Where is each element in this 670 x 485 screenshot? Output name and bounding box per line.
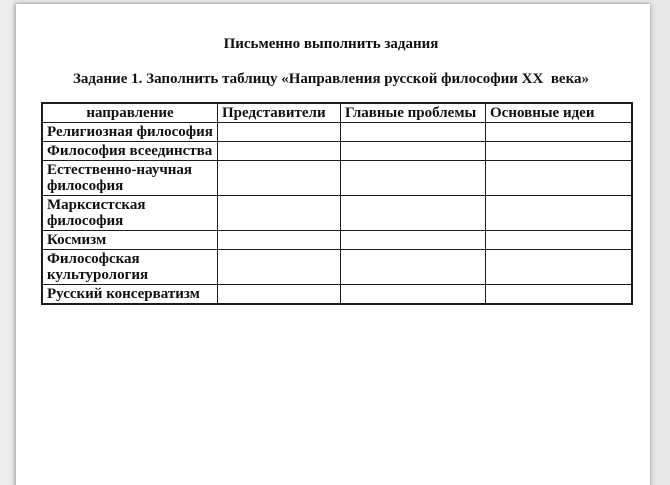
answer-cell[interactable] <box>486 142 632 161</box>
table-row <box>42 285 632 305</box>
answer-cell[interactable] <box>218 285 341 305</box>
answer-cell[interactable] <box>218 231 341 250</box>
document-content <box>16 4 650 305</box>
answer-cell[interactable] <box>341 161 486 196</box>
answer-cell[interactable] <box>486 123 632 142</box>
answer-cell[interactable] <box>341 231 486 250</box>
table-body <box>42 123 632 305</box>
answer-cell[interactable] <box>486 231 632 250</box>
answer-cell[interactable] <box>486 250 632 285</box>
task-heading: Задание 1. Заполнить таблицу «Направления русской философии XX века» <box>72 71 589 87</box>
answer-cell[interactable] <box>218 123 341 142</box>
answer-cell[interactable] <box>218 161 341 196</box>
answer-cell[interactable] <box>486 161 632 196</box>
answer-cell[interactable] <box>341 123 486 142</box>
answer-cell[interactable] <box>341 196 486 231</box>
document-title: Письменно выполнить задания <box>223 36 439 52</box>
column-header-direction: направление <box>42 103 218 123</box>
row-label-cosmism: Космизм <box>42 231 218 250</box>
row-label-religious-philosophy: Религиозная философия <box>42 123 218 142</box>
column-header-ideas: Основные идеи <box>486 103 632 123</box>
answer-cell[interactable] <box>341 250 486 285</box>
answer-cell[interactable] <box>218 142 341 161</box>
row-label-natural-science-philosophy: Естественно-научная философия <box>42 161 218 196</box>
answer-cell[interactable] <box>218 250 341 285</box>
table-row <box>42 123 632 142</box>
answer-cell[interactable] <box>341 142 486 161</box>
column-header-problems: Главные проблемы <box>341 103 486 123</box>
table-row <box>42 142 632 161</box>
table-row <box>42 250 632 285</box>
row-label-philosophical-culturology: Философская культурология <box>42 250 218 285</box>
row-label-unity-philosophy: Философия всеединства <box>42 142 218 161</box>
table-header <box>42 103 632 123</box>
answer-cell[interactable] <box>486 196 632 231</box>
answer-cell[interactable] <box>486 285 632 305</box>
document-page <box>16 4 650 485</box>
table-row <box>42 161 632 196</box>
table-row <box>42 231 632 250</box>
answer-cell[interactable] <box>218 196 341 231</box>
philosophy-directions-table <box>41 102 633 305</box>
column-header-representatives: Представители <box>218 103 341 123</box>
header-row <box>42 103 632 123</box>
table-row <box>42 196 632 231</box>
answer-cell[interactable] <box>341 285 486 305</box>
row-label-russian-conservatism: Русский консерватизм <box>42 285 218 305</box>
row-label-marxist-philosophy: Марксистская философия <box>42 196 218 231</box>
